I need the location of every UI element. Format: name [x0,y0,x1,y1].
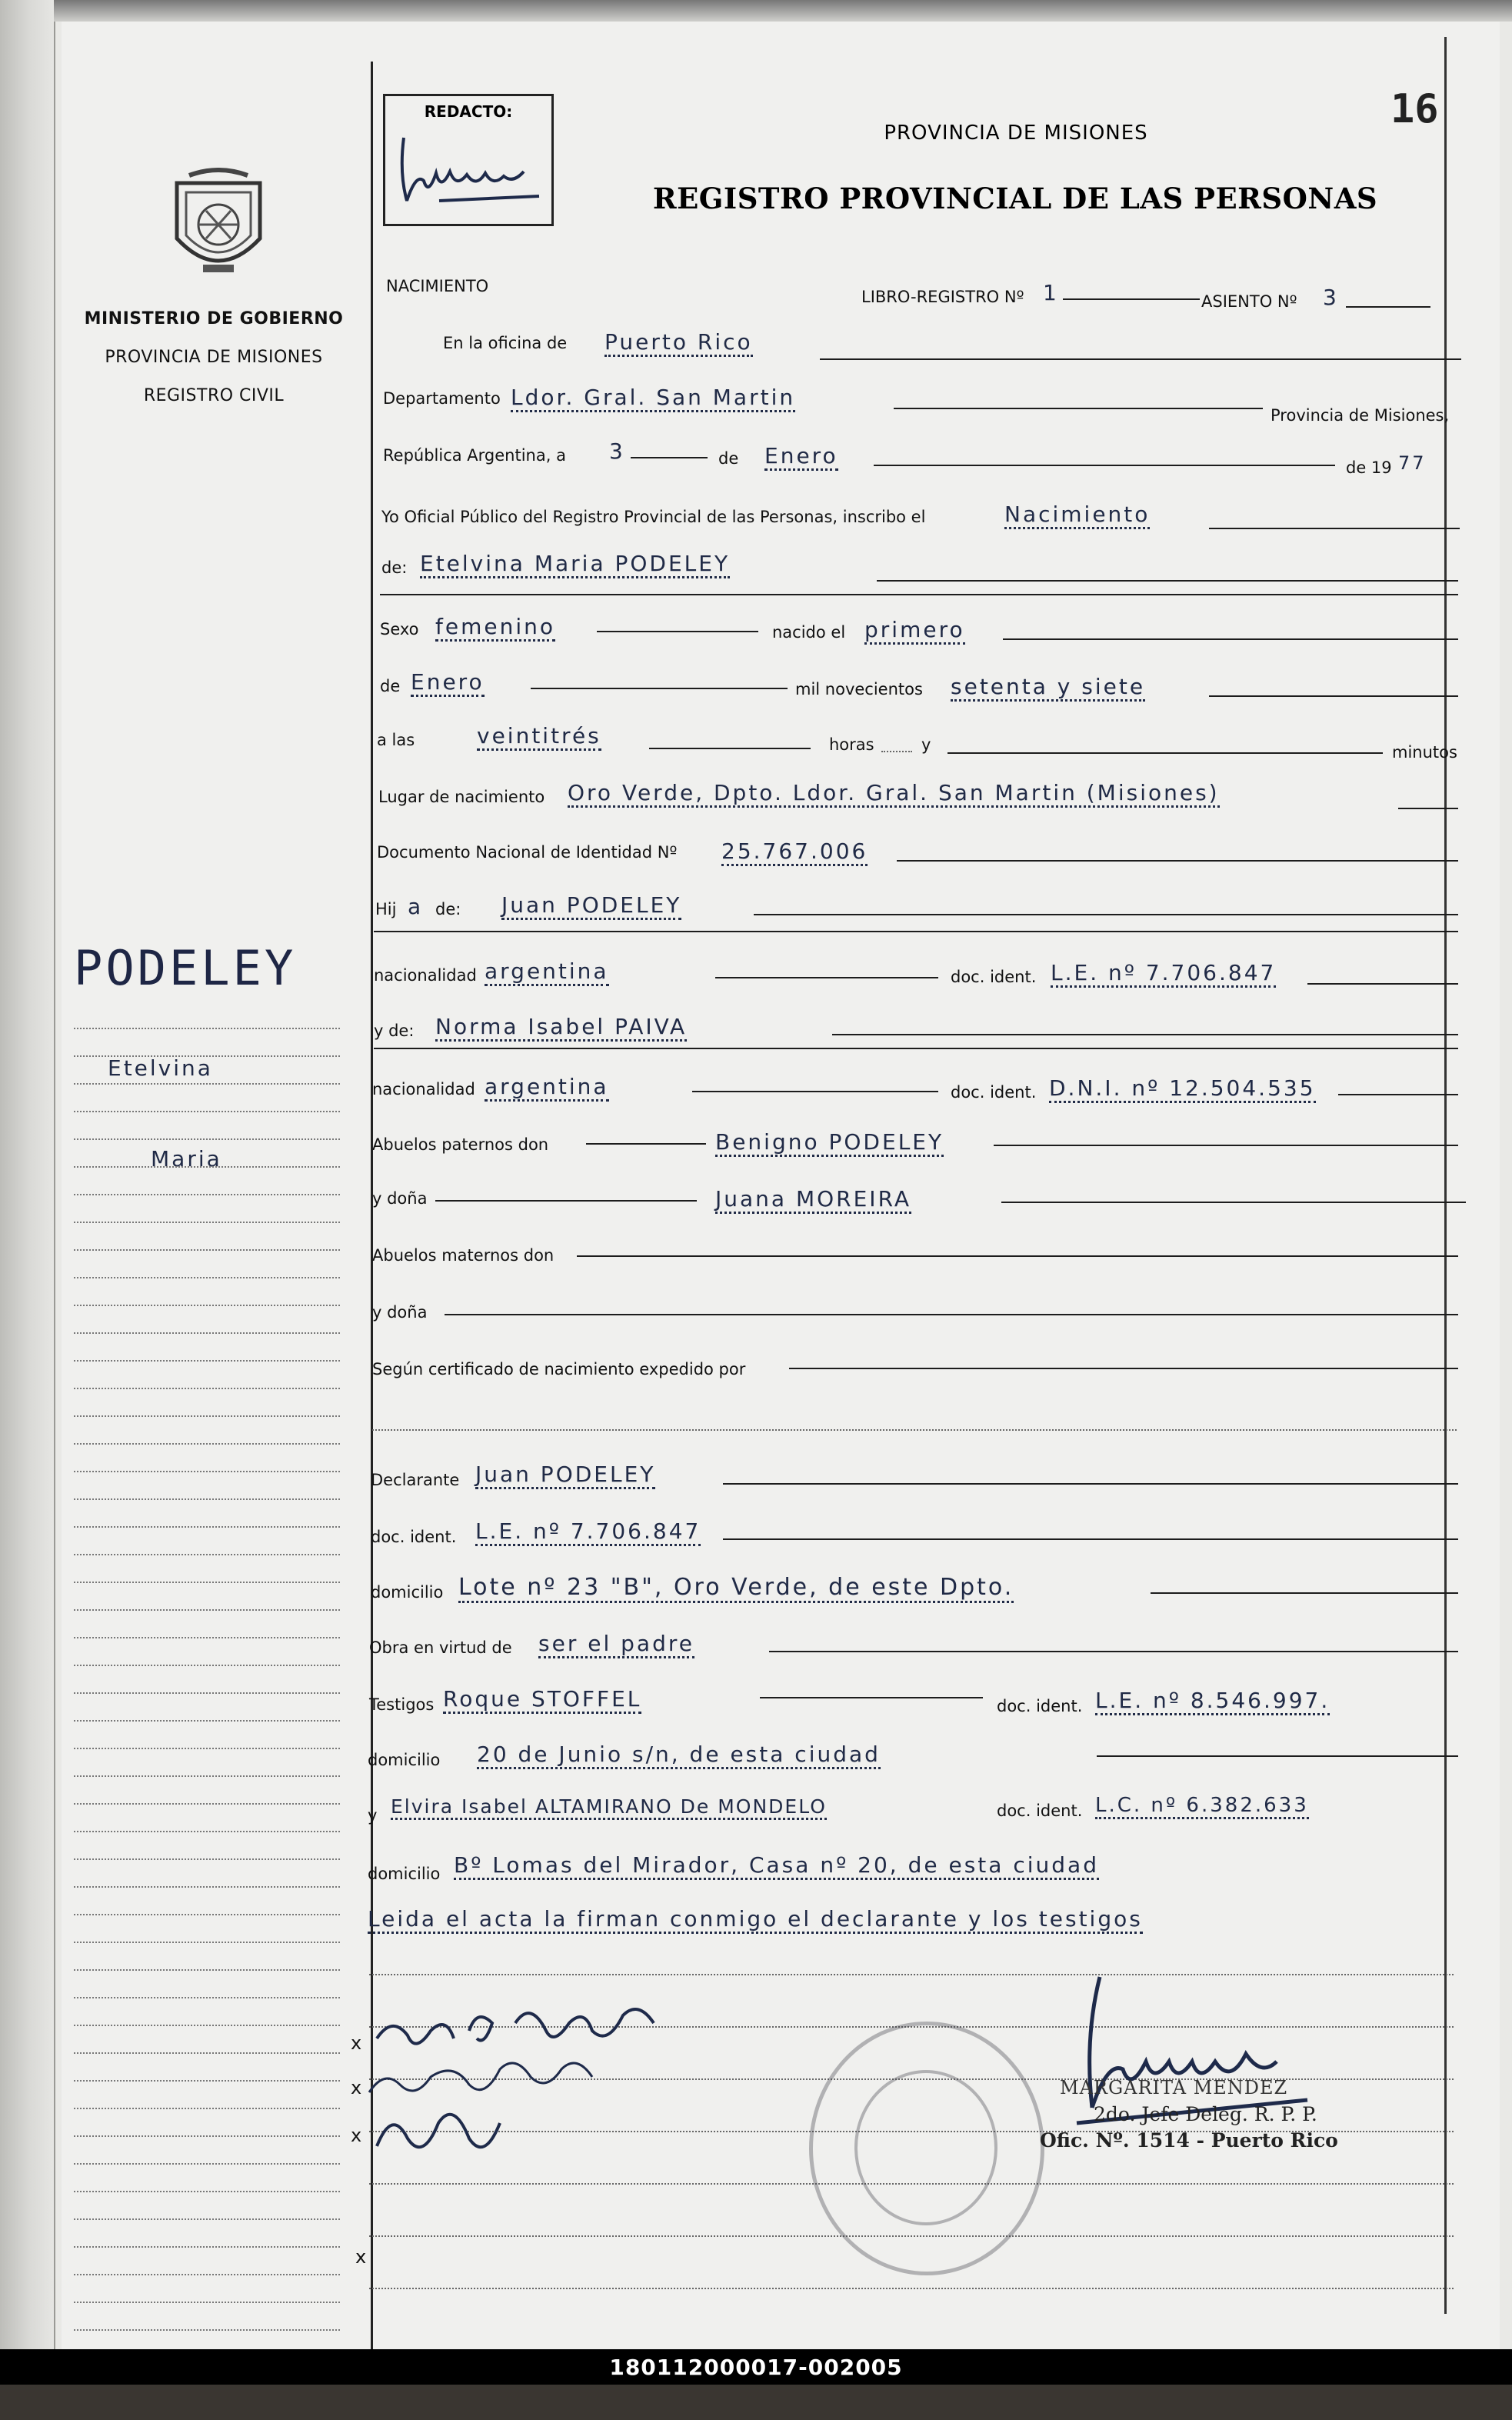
full-name-rule-2 [380,594,1458,595]
mother-name-rule-2 [374,1048,1458,1049]
birth-month-rule [531,688,788,689]
testigo1-value: Roque STOFFEL [443,1686,641,1714]
asiento-label: ASIENTO Nº [1201,292,1297,311]
mother-nat-value: argentina [485,1074,609,1102]
margin-ruled-line [74,2246,340,2248]
mil-label: mil novecientos [795,680,923,698]
testigo2-dom-value: Bº Lomas del Mirador, Casa nº 20, de esta ciudad [454,1852,1099,1880]
official-name: MARGARITA MENDEZ [1060,2077,1288,2098]
sexo-rule [597,631,758,632]
testigo2-doc-label: doc. ident. [997,1802,1083,1820]
redacto-signature-icon [393,127,547,212]
province-label: PROVINCIA DE MISIONES [105,348,323,367]
segun-blank-line [372,1429,1457,1431]
decl-doc-rule [723,1538,1458,1540]
official-office: Ofic. Nº. 1514 - Puerto Rico [1040,2129,1338,2152]
province-coat-of-arms-icon [166,168,271,282]
day-rule [631,457,708,458]
abuelos-mat-rule [577,1255,1458,1257]
margin-ruled-line [74,1249,340,1251]
hij-de-label: de: [435,900,461,918]
book-binding [0,0,55,2385]
archive-code-bar [0,2349,1512,2385]
date-de-label: de [718,449,739,468]
margin-ruled-line [74,1720,340,1722]
margin-ruled-line [74,1775,340,1777]
asiento-rule [1346,306,1430,308]
year-prefix: de 19 [1346,458,1392,477]
departamento-rule [894,408,1263,409]
abuelos-pat-label: Abuelos paternos don [372,1135,549,1154]
sexo-value: femenino [435,614,555,642]
libro-value: 1 [1043,280,1059,305]
declarante-label: Declarante [371,1471,460,1489]
margin-ruled-line [74,1222,340,1223]
decl-domicilio-label: domicilio [371,1583,444,1602]
testigo1-dom-value: 20 de Junio s/n, de esta ciudad [477,1742,881,1769]
de-name-label: de: [381,558,408,577]
libro-label: LIBRO-REGISTRO Nº [861,288,1024,306]
margin-ruled-line [74,2052,340,2054]
departamento-label: Departamento [383,389,501,408]
lugar-rule [1398,808,1458,809]
mother-de-label: y de: [374,1022,415,1040]
testigo1-rule [760,1697,983,1698]
inscribo-rule [1209,528,1460,529]
margin-ruled-line [74,1498,340,1500]
birth-year-rule [1209,695,1458,697]
oficina-value: Puerto Rico [604,329,753,357]
margin-ruled-line [74,1055,340,1057]
margin-surname: PODELEY [74,940,297,996]
witness-mark-3: x [351,2125,362,2146]
nacido-value: primero [864,617,965,645]
testigo1-dom-label: domicilio [368,1751,441,1769]
testigo1-doc-value: L.E. nº 8.546.997. [1095,1688,1330,1715]
obra-rule [769,1651,1458,1652]
hour-rule [649,748,811,749]
month-value: Enero [764,443,838,471]
hour-value: veintitrés [477,723,601,751]
minutes-rule [947,752,1383,754]
departamento-value: Ldor. Gral. San Martin [511,385,795,412]
father-name-value: Juan PODELEY [501,892,681,920]
official-seal-icon [809,2022,1044,2275]
margin-ruled-line [74,1111,340,1112]
margin-ruled-line [74,1526,340,1528]
dni-rule [897,860,1458,862]
abuela-mat-rule [445,1314,1458,1315]
abuela-pat-label: y doña [372,1189,428,1208]
nacido-label: nacido el [772,623,846,642]
de-month-label: de [380,677,401,695]
testigo2-doc-value: L.C. nº 6.382.633 [1095,1794,1309,1819]
margin-ruled-line [74,2163,340,2165]
margin-ruled-line [74,1997,340,1998]
abuelo-pat-lead-rule [586,1143,706,1145]
registry-label: REGISTRO CIVIL [143,386,285,405]
mother-doc-value: D.N.I. nº 12.504.535 [1049,1075,1316,1103]
segun-rule [789,1368,1458,1369]
lugar-value: Oro Verde, Dpto. Ldor. Gral. San Martin (Misiones) [568,780,1220,808]
testigo1-doc-label: doc. ident. [997,1697,1083,1715]
margin-ruled-line [74,2274,340,2275]
father-name-rule [754,914,1458,915]
father-doc-rule [1307,983,1458,985]
testigo2-value: Elvira Isabel ALTAMIRANO De MONDELO [391,1795,827,1820]
birth-month-value: Enero [411,669,485,697]
provincia-suffix: Provincia de Misiones, [1271,406,1450,425]
full-name-value: Etelvina Maria PODELEY [420,551,730,578]
father-nat-rule [715,977,938,978]
declarante-value: Juan PODELEY [475,1462,655,1489]
oficina-label: En la oficina de [443,334,568,352]
horas-dots [881,751,912,752]
margin-ruled-line [74,1083,340,1085]
margin-ruled-line [74,2302,340,2303]
redacto-label: REDACTO: [424,102,513,121]
folio-number: 16 [1390,86,1439,132]
margin-ruled-line [74,1582,340,1583]
full-name-rule [877,580,1458,582]
margin-ruled-line [74,1194,340,1195]
segun-label: Según certificado de nacimiento expedido por [372,1360,746,1378]
hij-label: Hij [375,900,397,918]
sexo-label: Sexo [380,620,419,638]
margin-ruled-line [74,1803,340,1805]
mother-doc-label: doc. ident. [951,1083,1037,1102]
father-doc-value: L.E. nº 7.706.847 [1051,960,1276,988]
father-doc-label: doc. ident. [951,968,1037,986]
testigos-label: Testigos [369,1695,435,1714]
margin-ruled-line [74,1692,340,1694]
header-registry-title: REGISTRO PROVINCIAL DE LAS PERSONAS [652,182,1378,215]
margin-ruled-line [74,1360,340,1362]
margin-ruled-line [74,1028,340,1029]
minutos-label: minutos [1392,743,1457,762]
witness-mark-4: x [355,2246,367,2268]
father-name-rule-2 [374,931,1458,932]
abuelos-mat-label: Abuelos maternos don [372,1246,555,1265]
father-nat-label: nacionalidad [374,966,477,985]
margin-ruled-line [74,1138,340,1140]
margin-ruled-line [74,2329,340,2331]
margin-second-name: Maria [151,1146,222,1172]
leida-statement: Leida el acta la firman conmigo el declarante y los testigos [368,1906,1143,1934]
abuela-pat-rule [1001,1202,1466,1203]
margin-ruled-line [74,1665,340,1666]
lugar-label: Lugar de nacimiento [378,788,545,806]
mother-doc-rule [1338,1094,1458,1095]
testigo2-dom-label: domicilio [368,1865,441,1883]
witness-mark-1: x [351,2032,362,2054]
margin-ruled-line [74,1942,340,1943]
hij-suffix: a [408,894,424,919]
abuelo-pat-value: Benigno PODELEY [715,1129,944,1157]
margin-ruled-line [74,1388,340,1389]
birth-year-value: setenta y siete [951,674,1145,702]
decl-doc-value: L.E. nº 7.706.847 [475,1518,701,1546]
decl-domicilio-value: Lote nº 23 "B", Oro Verde, de este Dpto. [458,1574,1014,1603]
margin-ruled-line [74,1609,340,1611]
nacimiento-label: NACIMIENTO [386,277,489,295]
margin-ruled-line [74,1166,340,1168]
margin-ruled-line [74,1554,340,1555]
asiento-value: 3 [1323,285,1339,310]
margin-ruled-line [74,2080,340,2082]
father-nat-value: argentina [485,958,609,986]
witness-mark-2: x [351,2077,362,2098]
testigo2-y-label: y [368,1806,378,1825]
margin-ruled-line [74,2108,340,2109]
obra-value: ser el padre [538,1631,694,1658]
mother-name-value: Norma Isabel PAIVA [435,1014,687,1042]
day-value: 3 [609,438,625,464]
margin-ruled-line [74,1471,340,1472]
archive-code: 180112000017-002005 [609,2354,903,2380]
testigo1-dom-rule [1097,1755,1458,1757]
margin-ruled-line [74,1969,340,1971]
margin-ruled-line [74,1415,340,1417]
margin-ruled-line [74,1914,340,1915]
dni-label: Documento Nacional de Identidad Nº [377,843,678,862]
official-title: 2do. Jefe Deleg. R. P. P. [1094,2103,1317,2125]
abuela-mat-label: y doña [372,1303,428,1322]
oficial-statement: Yo Oficial Público del Registro Provincial de las Personas, inscribo el [381,508,926,526]
page-top-edge [54,0,1512,22]
margin-ruled-line [74,2218,340,2220]
inscribo-value: Nacimiento [1004,502,1150,529]
margin-ruled-line [74,1831,340,1832]
abuela-pat-lead-rule [435,1200,697,1202]
abuela-pat-value: Juana MOREIRA [715,1186,911,1214]
margin-ruled-line [74,2025,340,2026]
republica-label: República Argentina, a [383,446,566,465]
margin-ruled-line [74,1305,340,1306]
margin-ruled-line [74,1443,340,1445]
decl-doc-label: doc. ident. [371,1528,457,1546]
header-province: PROVINCIA DE MISIONES [884,122,1148,145]
declarante-rule [723,1483,1458,1485]
nacido-rule [1003,638,1458,640]
margin-ruled-line [74,1858,340,1860]
horas-label: horas [829,735,874,754]
margin-ruled-line [74,2191,340,2192]
margin-ruled-line [74,2135,340,2137]
a-las-label: a las [377,731,415,749]
month-rule [874,465,1335,466]
redacto-box [383,94,554,226]
margin-ruled-line [74,1637,340,1638]
abuelo-pat-rule [994,1145,1458,1146]
margin-ruled-line [74,1886,340,1888]
year-value: 77 [1398,452,1427,474]
margin-ruled-line [74,1277,340,1278]
decl-domicilio-rule [1151,1592,1458,1594]
margin-ruled-line [74,1748,340,1749]
ministry-label: MINISTERIO DE GOBIERNO [84,309,344,328]
form-divider-right [1444,37,1447,2314]
dni-value: 25.767.006 [721,838,868,866]
declarant-witness-signatures-icon [361,1992,792,2177]
signature-ruled-line [369,2288,1454,2289]
y-label: y [921,735,931,754]
oficina-rule [820,358,1461,360]
mother-name-rule [832,1034,1458,1035]
margin-first-name: Etelvina [108,1055,213,1081]
mother-nat-rule [692,1091,938,1092]
obra-label: Obra en virtud de [369,1638,512,1657]
libro-rule [1063,298,1200,300]
mother-nat-label: nacionalidad [372,1080,475,1098]
margin-ruled-line [74,1332,340,1334]
